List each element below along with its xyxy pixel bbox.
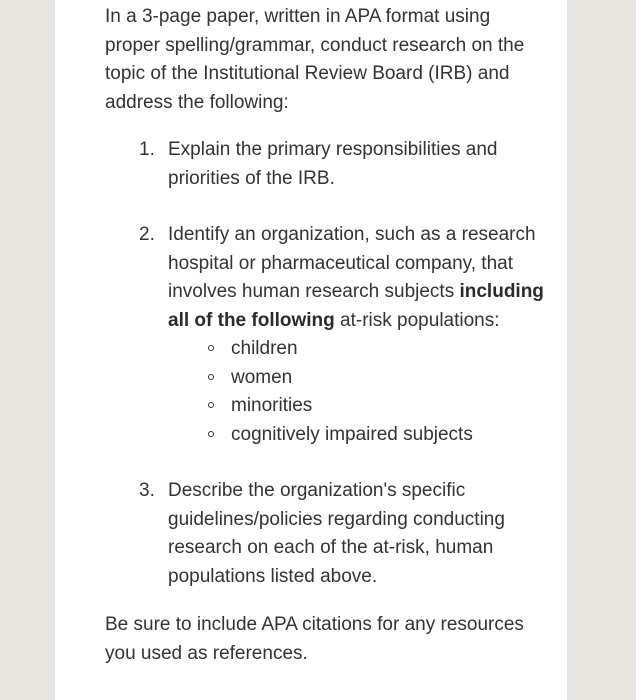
assignment-instructions bbox=[105, 3, 545, 668]
document-page bbox=[55, 0, 567, 700]
intro-paragraph: In a 3-page paper, written in APA format using proper spelling/grammar, conduct research on the topic of the Institutional Review Board (IRB) and address the following: bbox=[105, 6, 525, 113]
task-item bbox=[139, 136, 545, 193]
task-text: at-risk populations: bbox=[340, 309, 500, 331]
population-item: women bbox=[231, 364, 545, 393]
hollow-bullet-icon bbox=[208, 345, 214, 351]
task-list bbox=[105, 136, 545, 591]
task-item bbox=[139, 477, 545, 591]
hollow-bullet-icon bbox=[208, 431, 214, 437]
task-number: 1. bbox=[139, 139, 155, 160]
population-list bbox=[168, 335, 545, 449]
population-item: cognitively impaired subjects bbox=[231, 421, 545, 450]
task-emphasis: including all of the following bbox=[168, 281, 544, 331]
task-text: Identify an organization, such as a research hospital or pharmaceutical company, that involves human research subjects bbox=[168, 224, 536, 302]
task-number: 2. bbox=[139, 224, 155, 245]
population-item: children bbox=[231, 335, 545, 364]
population-item: minorities bbox=[231, 392, 545, 421]
closing-paragraph: Be sure to include APA citations for any resources you used as references. bbox=[105, 614, 524, 664]
task-text: Explain the primary responsibilities and priorities of the IRB. bbox=[168, 139, 498, 189]
task-number: 3. bbox=[139, 480, 155, 501]
task-item bbox=[139, 221, 545, 449]
hollow-bullet-icon bbox=[208, 374, 214, 380]
task-text: Describe the organization's specific guidelines/policies regarding conducting research on each of the at-risk, human populations listed above. bbox=[168, 480, 505, 587]
hollow-bullet-icon bbox=[208, 402, 214, 408]
